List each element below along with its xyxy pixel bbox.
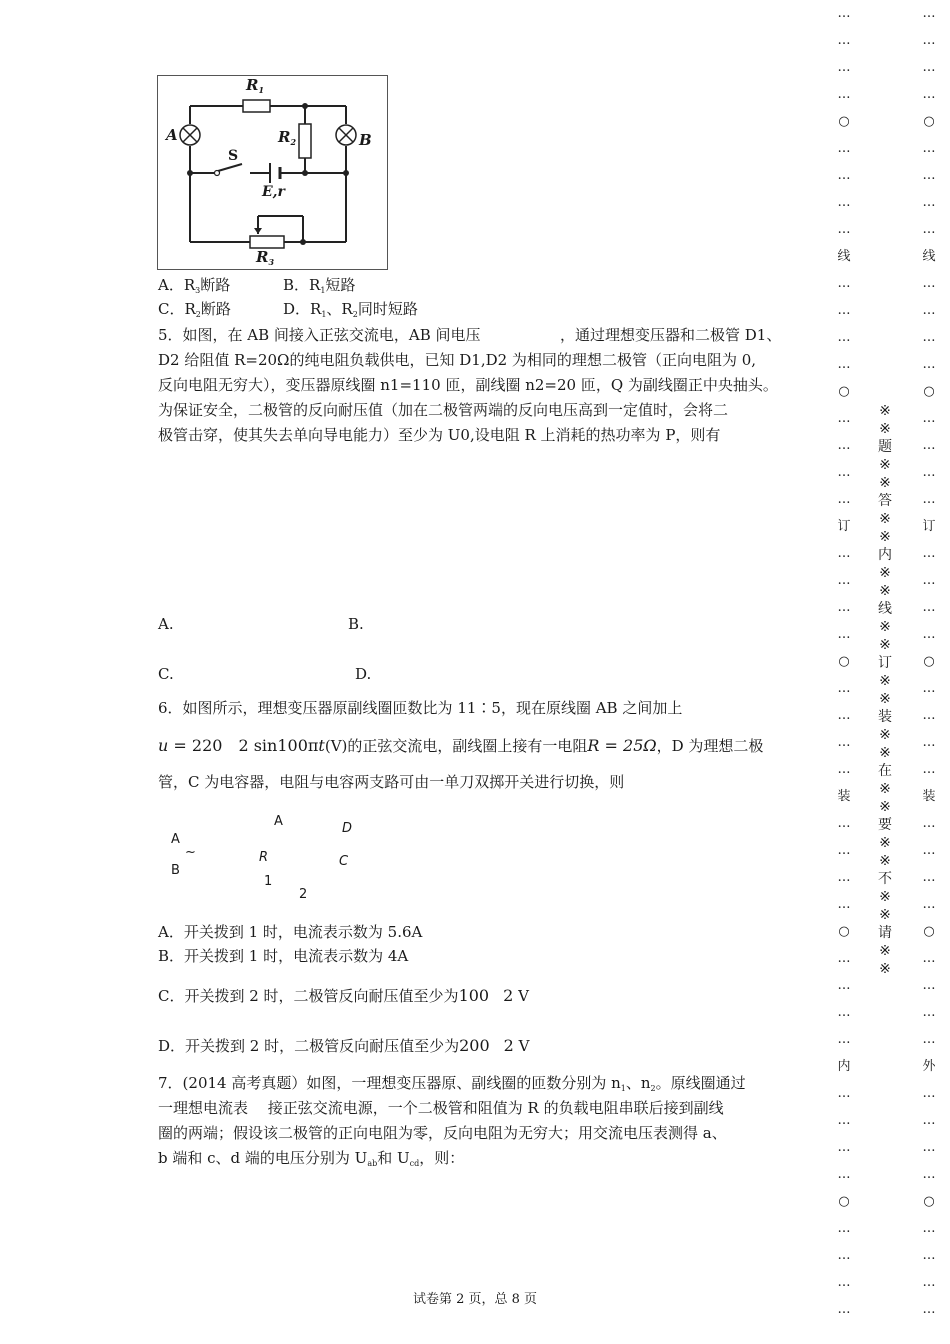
outer-margin-char-16: … <box>922 438 936 453</box>
q6-voltage-formula: u = 220 2 sin100πt <box>158 736 325 755</box>
q5-line-3: 反向电阻无穷大），变压器原线圈 n1=110 匝，副线圈 n2=20 匝，Q 为副线圈正中央抽头。 <box>158 376 778 394</box>
inner-margin-char-25: … <box>837 681 851 696</box>
outer-margin-char-18: … <box>922 492 936 507</box>
q6-resistance-formula: R = 25Ω <box>587 736 657 755</box>
inner-margin-char-15: … <box>837 411 851 426</box>
outer-margin-char-26: … <box>922 708 936 723</box>
q6-option-d: D．开关拨到 2 时，二极管反向耐压值至少为200 2 V <box>158 1036 530 1055</box>
notice-char-15: ※ <box>879 673 891 689</box>
inner-margin-char-24: ○ <box>838 654 850 669</box>
binding-margin-inner <box>834 0 854 1323</box>
outer-margin-char-6: … <box>922 168 936 183</box>
outer-margin-char-7: … <box>922 195 936 210</box>
inner-margin-char-48: … <box>837 1302 851 1317</box>
inner-margin-char-44: ○ <box>838 1194 850 1209</box>
lamp-a-label: A <box>166 126 178 144</box>
q6-line-3: 管，C 为电容器，电阻与电容两支路可由一单刀双掷开关进行切换，则 <box>158 773 625 791</box>
notice-char-21: ※ <box>879 781 891 797</box>
outer-margin-char-36: … <box>922 978 936 993</box>
inner-margin-char-18: … <box>837 492 851 507</box>
inner-margin-char-3: … <box>837 87 851 102</box>
notice-char-26: 不 <box>878 871 892 887</box>
q6-diode-label: D <box>342 821 353 836</box>
inner-margin-char-46: … <box>837 1248 851 1263</box>
q6-switch-pos-1: 1 <box>264 874 273 889</box>
notice-char-28: ※ <box>879 907 891 923</box>
notice-char-12: ※ <box>879 619 891 635</box>
battery-label: E,r <box>262 184 285 200</box>
q5-line-4: 为保证安全，二极管的反向耐压值（加在二极管两端的反向电压高到一定值时，会将二 <box>158 401 729 419</box>
outer-margin-char-21: … <box>922 573 936 588</box>
inner-margin-char-14: ○ <box>838 384 850 399</box>
inner-margin-char-20: … <box>837 546 851 561</box>
inner-margin-char-5: … <box>837 141 851 156</box>
inner-margin-char-16: … <box>837 438 851 453</box>
outer-margin-char-46: … <box>922 1248 936 1263</box>
q4-option-c: C．$R_2$断路 <box>158 300 231 319</box>
inner-margin-char-33: … <box>837 897 851 912</box>
outer-margin-char-42: … <box>922 1140 936 1155</box>
outer-margin-char-8: … <box>922 222 936 237</box>
inner-margin-char-21: … <box>837 573 851 588</box>
switch-label: S <box>228 148 239 164</box>
inner-margin-char-42: … <box>837 1140 851 1155</box>
outer-margin-char-29: 装 <box>922 789 936 804</box>
q4-option-a: A．$R_3$断路 <box>158 276 231 295</box>
q4-option-b: B．$R_1$短路 <box>283 276 356 295</box>
notice-char-10: ※ <box>879 583 891 599</box>
outer-margin-char-1: … <box>922 33 936 48</box>
outer-margin-char-35: … <box>922 951 936 966</box>
outer-margin-char-48: … <box>922 1302 936 1317</box>
q6-diagram <box>160 810 380 910</box>
q5-line-2: D2 给阻值 R=20Ω的纯电阻负载供电，已知 D1,D2 为相同的理想二极管（正向电阻为 0, <box>158 351 757 369</box>
circuit-figure <box>157 75 388 270</box>
outer-margin-char-3: … <box>922 87 936 102</box>
notice-char-14: 订 <box>878 655 892 671</box>
q6-option-a: A．开关拨到 1 时，电流表示数为 5.6A <box>158 923 423 941</box>
q5-line-5: 极管击穿，使其失去单向导电能力）至少为 U0,设电阻 R 上消耗的热功率为 P，则有 <box>158 426 721 444</box>
outer-margin-char-40: … <box>922 1086 936 1101</box>
inner-margin-char-29: 装 <box>837 789 851 804</box>
inner-margin-char-36: … <box>837 978 851 993</box>
inner-margin-char-41: … <box>837 1113 851 1128</box>
outer-margin-char-44: ○ <box>923 1194 935 1209</box>
outer-margin-char-12: … <box>922 330 936 345</box>
q6-terminal-b-label: B <box>171 863 180 878</box>
inner-margin-char-11: … <box>837 303 851 318</box>
outer-margin-char-45: … <box>922 1221 936 1236</box>
r2-label: $R_2$ <box>278 128 297 147</box>
q7-line-1: 7．(2014 高考真题）如图，一理想变压器原、副线圈的匝数分别为 $n_1$、$n_2$。原线圈通过 <box>158 1074 746 1093</box>
outer-margin-char-11: … <box>922 303 936 318</box>
inner-margin-char-13: … <box>837 357 851 372</box>
inner-margin-char-28: … <box>837 762 851 777</box>
q6-line-1: 6．如图所示，理想变压器原副线圈匝数比为 11∶5，现在原线圈 AB 之间加上 <box>158 699 683 717</box>
outer-margin-char-0: … <box>922 6 936 21</box>
outer-margin-char-10: … <box>922 276 936 291</box>
q5-option-c: C. <box>158 665 174 683</box>
notice-char-6: ※ <box>879 511 891 527</box>
notice-char-31: ※ <box>879 961 891 977</box>
q5-option-b: B. <box>348 615 364 633</box>
inner-margin-char-45: … <box>837 1221 851 1236</box>
circuit-diagram <box>158 76 387 269</box>
q7-line-3: 圈的两端；假设该二极管的正向电阻为零，反向电阻为无穷大；用交流电压表测得 a、 <box>158 1124 727 1142</box>
q6-source-tilde: ~ <box>185 845 196 860</box>
notice-char-19: ※ <box>879 745 891 761</box>
outer-margin-char-31: … <box>922 843 936 858</box>
inner-margin-char-7: … <box>837 195 851 210</box>
notice-char-4: ※ <box>879 475 891 491</box>
outer-margin-char-43: … <box>922 1167 936 1182</box>
inner-margin-char-47: … <box>837 1275 851 1290</box>
outer-margin-char-2: … <box>922 60 936 75</box>
q6-option-b: B．开关拨到 1 时，电流表示数为 4A <box>158 947 409 965</box>
inner-margin-char-0: … <box>837 6 851 21</box>
binding-notice <box>874 402 896 978</box>
q5-line-1a: 5．如图，在 AB 间接入正弦交流电，AB 间电压 <box>158 326 481 344</box>
notice-char-17: 装 <box>878 709 892 725</box>
outer-margin-char-39: 外 <box>922 1059 936 1074</box>
page-footer: 试卷第 2 页，总 8 页 <box>412 1292 538 1307</box>
inner-margin-char-39: 内 <box>837 1059 851 1074</box>
outer-margin-char-37: … <box>922 1005 936 1020</box>
outer-margin-char-25: … <box>922 681 936 696</box>
inner-margin-char-32: … <box>837 870 851 885</box>
inner-margin-char-6: … <box>837 168 851 183</box>
outer-margin-char-24: ○ <box>923 654 935 669</box>
q5-line-1b: ，通过理想变压器和二极管 D1、 <box>560 326 782 344</box>
notice-char-3: ※ <box>879 457 891 473</box>
notice-char-7: ※ <box>879 529 891 545</box>
outer-margin-char-9: 线 <box>922 249 936 264</box>
outer-margin-char-4: ○ <box>923 114 935 129</box>
notice-char-16: ※ <box>879 691 891 707</box>
lamp-b-label: B <box>359 131 372 149</box>
notice-char-2: 题 <box>878 439 892 455</box>
notice-char-24: ※ <box>879 835 891 851</box>
outer-margin-char-47: … <box>922 1275 936 1290</box>
outer-margin-char-33: … <box>922 897 936 912</box>
outer-margin-char-17: … <box>922 465 936 480</box>
outer-margin-char-30: … <box>922 816 936 831</box>
inner-margin-char-38: … <box>837 1032 851 1047</box>
outer-margin-char-34: ○ <box>923 924 935 939</box>
inner-margin-char-17: … <box>837 465 851 480</box>
notice-char-25: ※ <box>879 853 891 869</box>
inner-margin-char-35: … <box>837 951 851 966</box>
notice-char-23: 要 <box>878 817 892 833</box>
inner-margin-char-26: … <box>837 708 851 723</box>
inner-margin-char-30: … <box>837 816 851 831</box>
notice-char-11: 线 <box>878 601 892 617</box>
outer-margin-char-22: … <box>922 600 936 615</box>
q6-option-c: C．开关拨到 2 时，二极管反向耐压值至少为100 2 V <box>158 986 529 1005</box>
q6-switch-pos-2: 2 <box>299 887 308 902</box>
inner-margin-char-12: … <box>837 330 851 345</box>
q7-line-4: b 端和 c、d 端的电压分别为 $U_{ab}$和 $U_{cd}$，则： <box>158 1149 465 1168</box>
q7-line-2: 一理想电流表 接正弦交流电源，一个二极管和阻值为 R 的负载电阻串联后接到副线 <box>158 1099 724 1117</box>
inner-margin-char-27: … <box>837 735 851 750</box>
outer-margin-char-19: 订 <box>922 519 936 534</box>
notice-char-22: ※ <box>879 799 891 815</box>
notice-char-29: 请 <box>878 925 892 941</box>
binding-margin-outer <box>919 0 939 1323</box>
outer-margin-char-32: … <box>922 870 936 885</box>
outer-margin-char-14: ○ <box>923 384 935 399</box>
q5-option-a: A. <box>158 615 174 633</box>
q6-line-2: u = 220 2 sin100πt(V)的正弦交流电，副线圈上接有一电阻R = 25Ω，D 为理想二极 <box>158 736 764 755</box>
inner-margin-char-19: 订 <box>837 519 851 534</box>
notice-char-0: ※ <box>879 403 891 419</box>
notice-char-18: ※ <box>879 727 891 743</box>
outer-margin-char-5: … <box>922 141 936 156</box>
q6-resistor-label: R <box>259 850 269 865</box>
inner-margin-char-1: … <box>837 33 851 48</box>
inner-margin-char-22: … <box>837 600 851 615</box>
inner-margin-char-40: … <box>837 1086 851 1101</box>
inner-margin-char-8: … <box>837 222 851 237</box>
outer-margin-char-27: … <box>922 735 936 750</box>
q6-ammeter-label: A <box>274 814 283 829</box>
outer-margin-char-41: … <box>922 1113 936 1128</box>
outer-margin-char-20: … <box>922 546 936 561</box>
outer-margin-char-13: … <box>922 357 936 372</box>
r3-label: $R_3$ <box>256 248 275 267</box>
inner-margin-char-43: … <box>837 1167 851 1182</box>
inner-margin-char-4: ○ <box>838 114 850 129</box>
outer-margin-char-15: … <box>922 411 936 426</box>
notice-char-30: ※ <box>879 943 891 959</box>
notice-char-1: ※ <box>879 421 891 437</box>
outer-margin-char-28: … <box>922 762 936 777</box>
notice-char-9: ※ <box>879 565 891 581</box>
inner-margin-char-34: ○ <box>838 924 850 939</box>
q6-capacitor-label: C <box>339 854 349 869</box>
inner-margin-char-31: … <box>837 843 851 858</box>
notice-char-20: 在 <box>878 763 892 779</box>
r1-label: $R_1$ <box>246 76 265 95</box>
notice-char-13: ※ <box>879 637 891 653</box>
notice-char-27: ※ <box>879 889 891 905</box>
q4-option-d: D．$R_1$、$R_2$同时短路 <box>283 300 418 319</box>
outer-margin-char-23: … <box>922 627 936 642</box>
inner-margin-char-2: … <box>837 60 851 75</box>
inner-margin-char-10: … <box>837 276 851 291</box>
outer-margin-char-38: … <box>922 1032 936 1047</box>
q6-terminal-a-label: A <box>171 832 180 847</box>
inner-margin-char-23: … <box>837 627 851 642</box>
notice-char-5: 答 <box>878 493 892 509</box>
inner-margin-char-37: … <box>837 1005 851 1020</box>
notice-char-8: 内 <box>878 547 892 563</box>
q5-option-d: D. <box>355 665 372 683</box>
inner-margin-char-9: 线 <box>837 249 851 264</box>
